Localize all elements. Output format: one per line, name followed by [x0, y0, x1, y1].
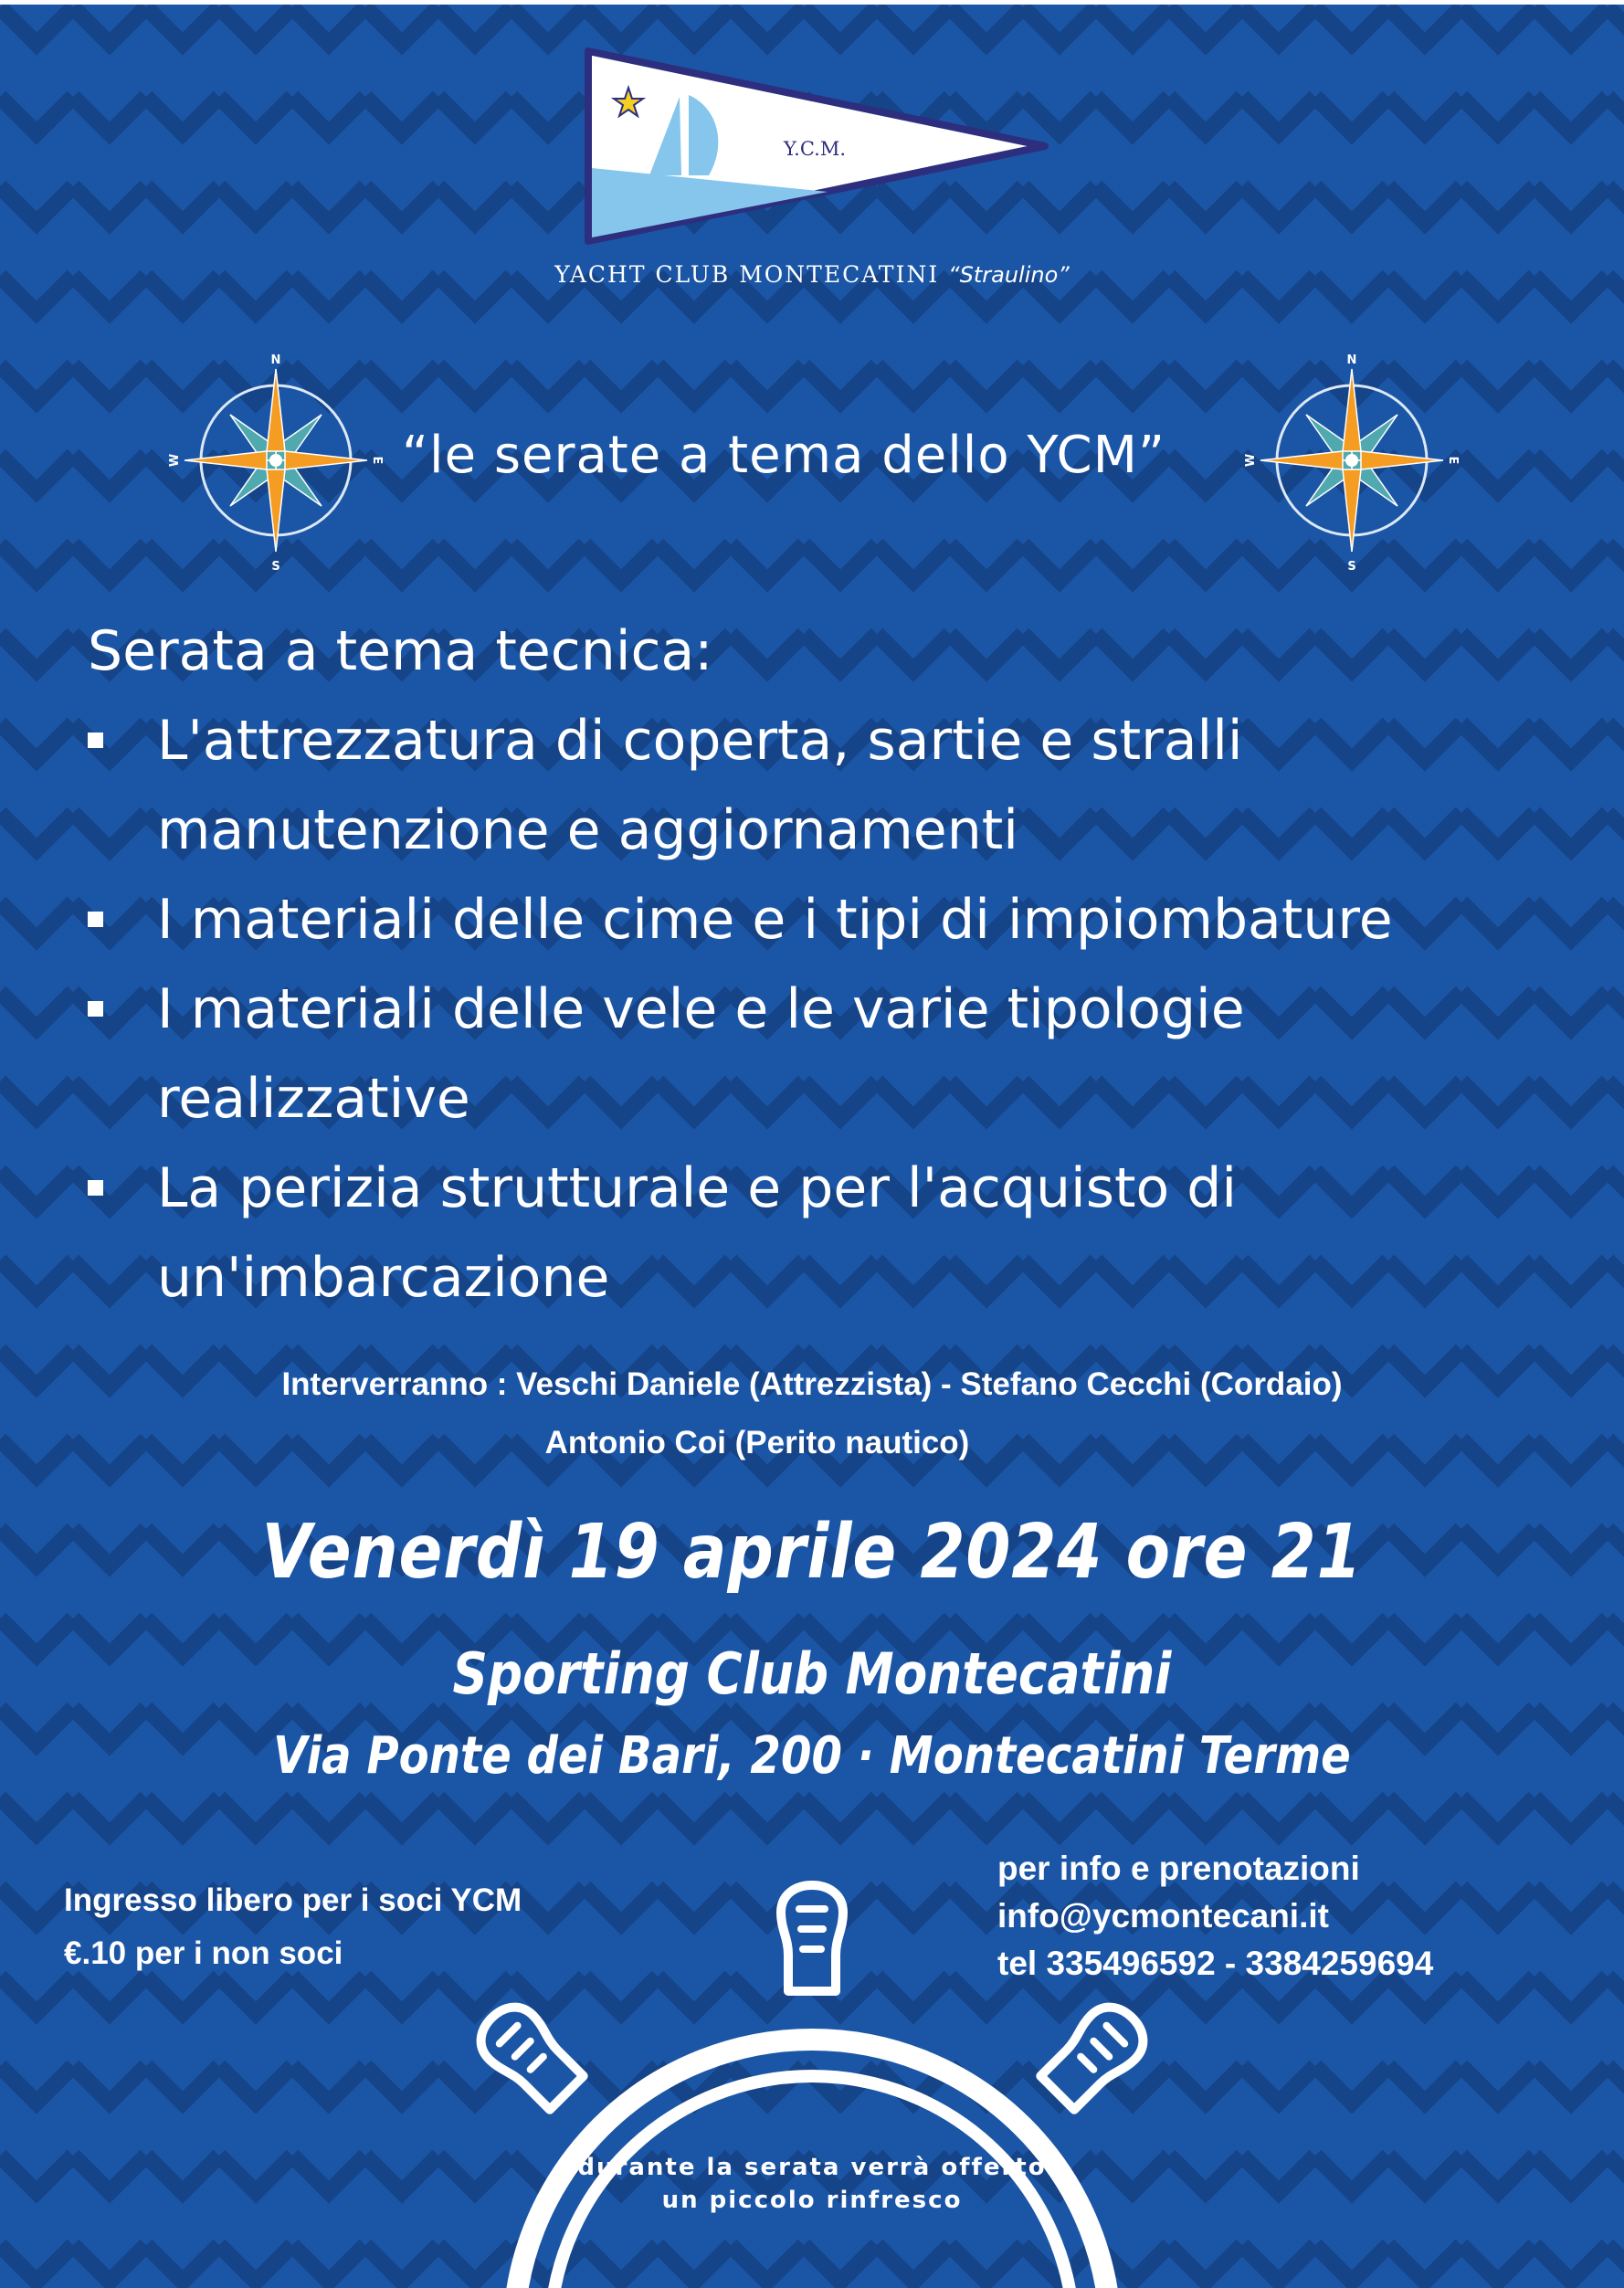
compass-west: W: [168, 453, 182, 468]
compass-rose-icon: [1242, 351, 1461, 579]
list-item: [82, 875, 1562, 965]
event-address: Via Ponte dei Bari, 200 · Montecatini Terme: [273, 1726, 1351, 1786]
topic-text: L'attrezzatura di coperta, sartie e stralli manutenzione e aggiornamenti: [157, 709, 1243, 862]
speakers-line-2: Antonio Coi (Perito nautico): [544, 1425, 970, 1460]
club-nickname: “Straulino”: [948, 262, 1070, 288]
contact-heading: per info e prenotazioni: [997, 1850, 1360, 1887]
ship-wheel-icon: [447, 1854, 1177, 2288]
compass-south: S: [1347, 560, 1356, 574]
refreshment-line-1: durante la serata verrà offerto: [577, 2154, 1047, 2181]
refreshment-note: [0, 2151, 1624, 2217]
compass-south: S: [271, 560, 280, 574]
contact-email[interactable]: info@ycmontecani.it: [997, 1897, 1329, 1935]
event-date: Venerdì 19 aprile 2024 ore 21: [261, 1509, 1363, 1596]
club-name-text: YACHT CLUB MONTECATINI: [554, 261, 940, 288]
topic-text: I materiali delle cime e i tipi di impiombature: [157, 888, 1393, 952]
compass-west: W: [1244, 453, 1258, 468]
bullet-square-icon: [88, 733, 103, 748]
bullet-square-icon: [88, 1001, 103, 1017]
event-venue: Sporting Club Montecatini: [452, 1640, 1172, 1707]
ycm-pennant-logo: [581, 44, 1056, 254]
event-title: Serata a tema tecnica:: [88, 619, 713, 683]
club-name: [0, 261, 1624, 288]
pennant-text: Y.C.M.: [784, 138, 847, 160]
compass-east: E: [370, 456, 384, 465]
bullet-square-icon: [88, 912, 103, 927]
speakers: [0, 1355, 1624, 1472]
compass-rose-icon: [166, 351, 385, 579]
speakers-line-1: Interverranno : Veschi Daniele (Attrezzista) - Stefano Cecchi (Cordaio): [281, 1366, 1343, 1402]
compass-north: N: [1346, 353, 1357, 367]
contact-phone[interactable]: tel 335496592 - 3384259694: [997, 1945, 1434, 1982]
list-item: [82, 965, 1562, 1144]
bullet-square-icon: [88, 1180, 103, 1196]
topic-text: I materiali delle vele e le varie tipologie realizzative: [157, 977, 1245, 1131]
refreshment-line-2: un piccolo rinfresco: [661, 2187, 963, 2214]
topic-text: La perizia strutturale e per l'acquisto di un'imbarcazione: [157, 1156, 1238, 1310]
list-item: [82, 1144, 1562, 1323]
pricing-non-members: €.10 per i non soci: [64, 1935, 343, 1971]
list-item: [82, 696, 1562, 875]
compass-north: N: [270, 353, 281, 367]
topic-list: [82, 696, 1562, 1323]
compass-east: E: [1446, 456, 1460, 465]
tagline: “le serate a tema dello YCM”: [402, 426, 1165, 485]
pricing-members: Ingresso libero per i soci YCM: [64, 1882, 522, 1918]
